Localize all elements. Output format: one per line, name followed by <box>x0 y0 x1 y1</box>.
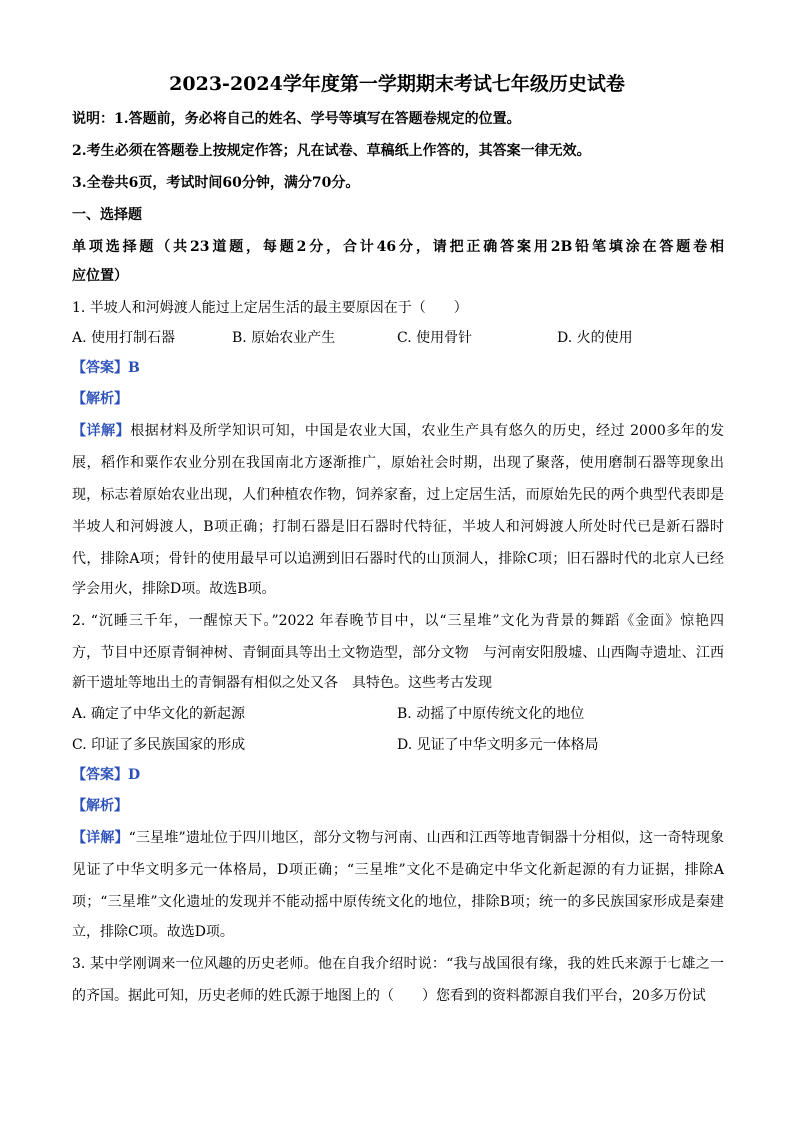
question-1-option-b: B. 原始农业产生 <box>232 330 336 346</box>
question-1-detail-line: 代，排除A项；骨针的使用最早可以追溯到旧石器时代的山顶洞人，排除C项；旧石器时代的北京人已经 <box>72 551 724 567</box>
section-heading: 一、选择题 <box>72 207 142 223</box>
question-2-option-a: A. 确定了中华文化的新起源 <box>72 706 246 722</box>
question-2-stem: 新干遗址等地出土的青铜器有相似之处又各 具特色。这些考古发现 <box>72 675 492 691</box>
question-2-analysis-label: 【解析】 <box>72 798 128 814</box>
question-1-analysis-label: 【解析】 <box>72 391 128 407</box>
question-1-detail-line: 学会用火，排除D项。故选B项。 <box>72 581 276 597</box>
question-2-detail-line: 项；“三星堆”文化遗址的发现并不能动摇中原传统文化的地位，排除B项；统一的多民族国家形成是秦建 <box>72 894 724 910</box>
question-2-stem: 2. “沉睡三千年，一醒惊天下。”2022 年春晚节目中，以“三星堆”文化为背景的舞蹈《金面》惊艳四 <box>72 613 724 629</box>
question-3-stem: 的齐国。据此可知，历史老师的姓氏源于地图上的（ ）您看到的资料都源自我们平台，20多万份试 <box>72 988 706 1004</box>
question-1-detail-line: 半坡人和河姆渡人，B项正确；打制石器是旧石器时代特征，半坡人和河姆渡人所处时代已是新石器时 <box>72 519 724 535</box>
question-2-option-d: D. 见证了中华文明多元一体格局 <box>397 737 599 753</box>
question-1-detail-line: 展，稻作和粟作农业分别在我国南北方逐渐推广，原始社会时期，出现了聚落，使用磨制石器等现象出 <box>72 455 724 471</box>
page-title: 2023-2024学年度第一学期期末考试七年级历史试卷 <box>169 73 625 95</box>
question-1-option-d: D. 火的使用 <box>557 330 633 346</box>
question-2-detail-line: 立，排除C项。故选D项。 <box>72 924 234 940</box>
question-1-stem: 1. 半坡人和河姆渡人能过上定居生活的最主要原因在于（ ） <box>72 300 468 316</box>
question-2-detail-line: 见证了中华文明多元一体格局，D项正确；“三星堆”文化不是确定中华文化新起源的有力证据，排除A <box>72 862 724 878</box>
question-2-answer: 【答案】D <box>72 767 141 783</box>
question-1-detail-tag: 【详解】 <box>72 423 131 439</box>
question-1-answer: 【答案】B <box>72 360 140 376</box>
question-1-detail-line: 现，标志着原始农业出现，人们种植农作物，饲养家畜，过上定居生活，而原始先民的两个典型代表即是 <box>72 487 724 503</box>
instruction-line: 3.全卷共6页，考试时间60分钟，满分70分。 <box>72 175 360 191</box>
question-1-detail-line <box>72 422 724 440</box>
question-3-stem: 3. 某中学刚调来一位风趣的历史老师。他在自我介绍时说：“我与战国很有缘，我的姓氏来源于七雄之一 <box>72 956 724 972</box>
question-2-stem: 方，节目中还原青铜神树、青铜面具等出土文物造型，部分文物 与河南安阳殷墟、山西陶寺遗址、江西 <box>72 645 724 661</box>
question-1-detail-text: 根据材料及所学知识可知，中国是农业大国，农业生产具有悠久的历史，经过 2000多年的发 <box>130 423 725 439</box>
question-2-detail-text: “三星堆”遗址位于四川地区，部分文物与河南、山西和江西等地青铜器十分相似，这一奇特现象 <box>128 830 725 846</box>
question-1-option-a: A. 使用打制石器 <box>72 330 176 346</box>
question-2-detail-line <box>72 829 724 847</box>
section-description: 应位置） <box>72 268 128 284</box>
question-2-detail-tag: 【详解】 <box>72 830 129 846</box>
section-description: 单项选择题（共23道题，每题2分，合计46分，请把正确答案用2B铅笔填涂在答题卷相 <box>72 239 724 255</box>
question-2-option-b: B. 动摇了中原传统文化的地位 <box>397 706 585 722</box>
question-2-option-c: C. 印证了多民族国家的形成 <box>72 737 246 753</box>
instruction-line: 说明：1.答题前，务必将自己的姓名、学号等填写在答题卷规定的位置。 <box>72 111 521 127</box>
instruction-line: 2.考生必须在答题卷上按规定作答；凡在试卷、草稿纸上作答的，其答案一律无效。 <box>72 143 591 159</box>
question-1-option-c: C. 使用骨针 <box>397 330 473 346</box>
